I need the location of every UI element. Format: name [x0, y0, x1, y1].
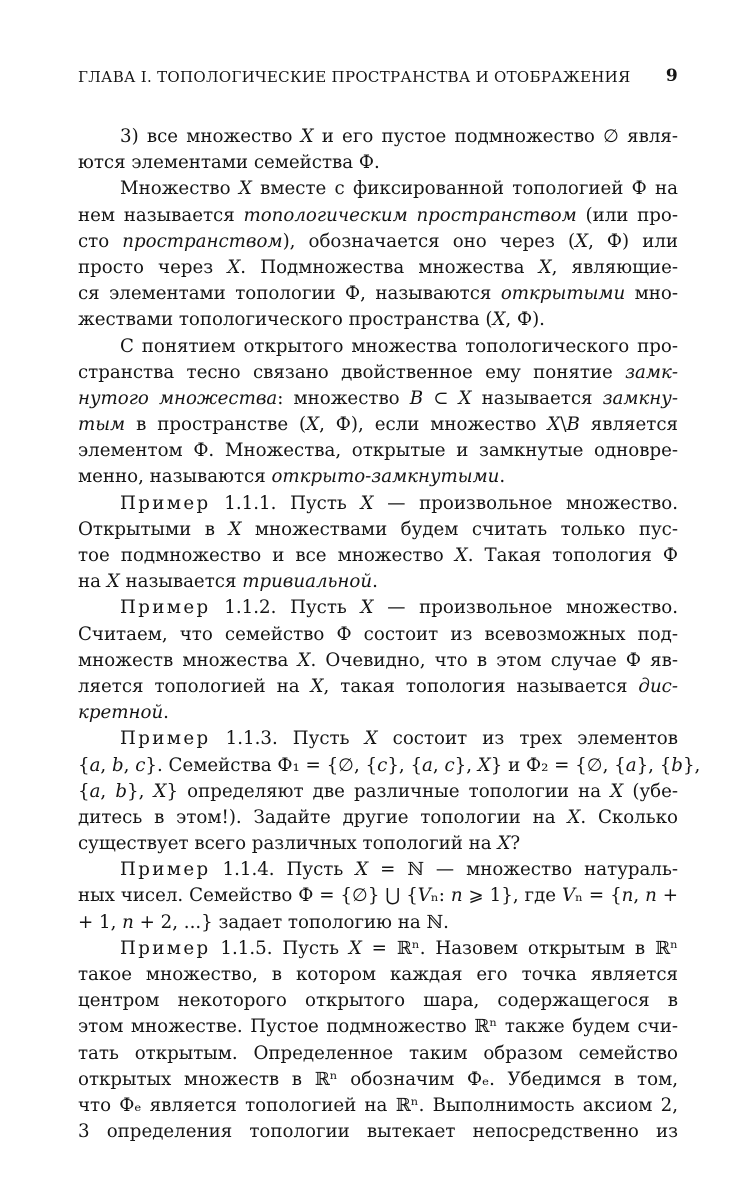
text-run: , такая топология называется	[323, 675, 639, 697]
text-run: . Сколько	[580, 806, 678, 828]
text-run: называется	[471, 387, 603, 409]
running-header	[78, 68, 678, 90]
text-run: 1.1.5. Пусть	[210, 937, 349, 959]
italic-term: X	[567, 806, 581, 828]
text-run: },	[454, 754, 478, 776]
text-line	[78, 622, 678, 648]
italic-term: X	[364, 728, 378, 750]
text-line	[78, 543, 678, 569]
text-run: }, {	[387, 754, 423, 776]
text-run: Множество	[120, 178, 239, 200]
italic-term: X	[575, 230, 589, 252]
text-run: ₙ = {	[575, 885, 622, 907]
text-run: +	[656, 885, 678, 907]
text-run: 1.1.2. Пусть	[210, 597, 361, 619]
italic-term: X	[477, 754, 491, 776]
italic-term: V	[561, 885, 576, 907]
text-run: . Подмножества множества	[240, 256, 539, 278]
text-line	[78, 281, 678, 307]
italic-term: n	[645, 885, 657, 907]
text-run: на	[78, 571, 107, 593]
text-run: множеств множества	[78, 649, 298, 671]
text-run: тое подмножество и все множество	[78, 545, 455, 566]
text-run: элементом Ф. Множества, открытые и замкнутые одновре-	[78, 440, 678, 462]
italic-term: замк-	[625, 361, 678, 383]
italic-term: V	[417, 885, 431, 907]
italic-term: a	[625, 754, 637, 776]
text-line	[78, 334, 678, 360]
text-run: (убе-	[623, 780, 678, 802]
text-run: такое множество, в котором каждая его точка является	[78, 964, 678, 985]
text-run: : множество	[277, 387, 410, 409]
text-run: ,	[432, 754, 445, 776]
italic-term: топологическим пространством	[243, 204, 577, 226]
text-run: вместе с фиксированной топологией Ф на	[251, 178, 678, 200]
text-run: .	[499, 466, 506, 488]
text-run: , являющие-	[551, 256, 679, 278]
italic-term: X	[360, 492, 374, 514]
italic-term: X	[458, 387, 472, 409]
text-run: что Фₑ является топологией на ℝⁿ. Выполнимость аксиом 2,	[78, 1094, 678, 1116]
text-run: .	[372, 571, 378, 593]
italic-term: кретной	[78, 702, 164, 724]
text-run: {	[78, 780, 90, 802]
italic-term: X	[348, 937, 362, 959]
italic-term: X	[610, 780, 624, 802]
text-line	[78, 1014, 678, 1040]
text-line	[78, 1067, 678, 1093]
text-run: , Ф), если множество	[319, 414, 548, 436]
example-label: Пример	[120, 597, 211, 619]
text-run: этом множестве. Пустое подмножество ℝⁿ также будем счи-	[78, 1016, 678, 1038]
text-line	[78, 726, 678, 752]
italic-term: B	[409, 387, 424, 409]
italic-term: b	[115, 780, 128, 802]
text-line	[78, 857, 678, 883]
text-run: ,	[100, 780, 116, 802]
text-run: — произвольное множество.	[373, 492, 678, 514]
text-run: }, {	[636, 754, 672, 776]
text-run: является	[579, 414, 679, 436]
text-line	[78, 831, 678, 857]
page-number: 9	[665, 66, 678, 86]
italic-term: открыто-замкнутыми	[271, 466, 500, 488]
text-run: }. Семейства Ф₁ = {∅, {	[145, 754, 378, 776]
text-line	[78, 569, 678, 595]
italic-term: нутого множества	[78, 387, 278, 409]
text-run: странства тесно связано двойственное ему понятие	[78, 361, 626, 383]
text-run: ных чисел. Семейство Ф = {∅} ⋃ {	[78, 885, 418, 907]
text-line	[78, 753, 701, 779]
text-run: открытых множеств в ℝⁿ обозначим Фₑ. Убедимся в том,	[78, 1068, 678, 1090]
italic-term: X	[106, 571, 120, 593]
text-line	[78, 910, 678, 936]
text-run: ⊂	[423, 387, 459, 409]
text-run: + 1,	[78, 911, 123, 933]
text-line	[78, 805, 678, 831]
example-label: Пример	[120, 492, 211, 514]
italic-term: c	[135, 754, 146, 776]
italic-term: X	[228, 518, 242, 540]
text-run: },	[127, 780, 154, 802]
text-run: сто	[78, 230, 123, 252]
italic-term: n	[621, 885, 634, 907]
text-run: ,	[100, 754, 112, 776]
italic-term: a	[89, 754, 101, 776]
text-run: Открытыми в	[78, 518, 229, 540]
italic-term: X	[538, 256, 552, 278]
text-line	[78, 150, 678, 176]
text-run: жествами топологического пространства (	[78, 309, 493, 331]
italic-term: a	[89, 780, 101, 802]
text-line	[78, 491, 678, 517]
text-line	[78, 595, 678, 621]
text-run: = ℕ — множество натураль-	[368, 859, 678, 881]
text-run: 1.1.3. Пусть	[210, 728, 365, 750]
text-run: ,	[633, 885, 646, 907]
italic-term: X	[297, 649, 311, 671]
text-line	[78, 360, 678, 386]
text-run: ся элементами топологии Ф, называются	[78, 283, 501, 305]
text-run: С понятием открытого множества топологического про-	[120, 335, 678, 357]
text-run: . Такая топология Ф	[467, 545, 679, 566]
italic-term: тым	[78, 414, 126, 436]
italic-term: a	[422, 754, 433, 776]
text-line	[78, 936, 678, 962]
text-run: 3 определения топологии вытекает непосредственно из	[78, 1121, 678, 1143]
text-run: 1.1.4. Пусть	[210, 859, 356, 881]
italic-term: X	[355, 859, 369, 881]
text-run: дитесь в этом!). Задайте другие топологии на	[78, 806, 568, 828]
text-line	[78, 648, 678, 674]
italic-term: X	[300, 126, 314, 147]
italic-term: n	[122, 911, 134, 933]
text-run: + 2, ...} задает топологию на ℕ.	[133, 911, 449, 933]
text-line	[78, 1119, 678, 1145]
text-run: } определяют две различные топологии на	[166, 780, 611, 802]
text-run: менно, называются	[78, 466, 272, 488]
text-line	[78, 229, 678, 255]
text-run: ⩾ 1}, где	[462, 885, 562, 907]
text-run: называется	[119, 571, 243, 593]
text-line	[78, 779, 678, 805]
italic-term: B	[566, 414, 580, 436]
italic-term: открытыми	[500, 283, 626, 305]
text-run: 1.1.1. Пусть	[210, 492, 361, 514]
italic-term: тривиальной	[242, 571, 373, 593]
italic-term: замкну-	[602, 387, 678, 409]
text-line	[78, 1093, 678, 1119]
text-run: тать открытым. Определенное таким образом семейство	[78, 1042, 678, 1064]
italic-term: дис-	[638, 675, 678, 697]
text-run: ,	[123, 754, 136, 776]
text-run: (или про-	[576, 204, 678, 226]
text-run: центром некоторого открытого шара, содержащегося в	[78, 990, 678, 1012]
italic-term: X	[306, 414, 320, 436]
text-run: существует всего различных топологий на	[78, 833, 498, 855]
italic-term: X	[492, 309, 506, 331]
text-run: мно-	[625, 283, 678, 305]
text-run: — произвольное множество.	[373, 597, 678, 619]
italic-term: X	[360, 597, 374, 619]
text-line	[78, 988, 678, 1014]
italic-term: X	[227, 256, 241, 278]
text-run: , Ф).	[505, 309, 545, 331]
text-line	[78, 962, 678, 988]
italic-term: X	[454, 545, 468, 566]
text-run: нем называется	[78, 204, 244, 226]
text-run: .	[163, 702, 169, 724]
text-run: ются элементами семейства Ф.	[78, 152, 380, 174]
example-label: Пример	[120, 728, 211, 750]
text-run: просто через	[78, 256, 228, 278]
text-run: ляется топологией на	[78, 675, 311, 697]
text-run: в пространстве (	[125, 414, 307, 436]
text-line	[78, 124, 678, 150]
text-run: множествами будем считать только пус-	[241, 518, 678, 540]
text-line	[78, 438, 678, 464]
example-label: Пример	[120, 937, 211, 959]
italic-term: X	[310, 675, 324, 697]
example-label: Пример	[120, 859, 211, 881]
text-run: Считаем, что семейство Ф состоит из всевозможных под-	[78, 623, 678, 645]
text-line	[78, 412, 678, 438]
italic-term: пространством	[122, 230, 283, 252]
text-line	[78, 255, 678, 281]
italic-term: b	[112, 754, 124, 776]
text-run: {	[78, 754, 90, 776]
text-run: ?	[510, 833, 521, 855]
text-line	[78, 1041, 678, 1067]
text-run: } и Ф₂ = {∅, {	[490, 754, 626, 776]
italic-term: c	[444, 754, 455, 776]
text-run: },	[682, 754, 701, 776]
italic-term: X	[153, 780, 167, 802]
text-run: состоит из трех элементов	[377, 728, 678, 750]
chapter-title: ГЛАВА I. ТОПОЛОГИЧЕСКИЕ ПРОСТРАНСТВА И ОТОБРАЖЕНИЯ	[78, 68, 631, 86]
text-line	[78, 464, 678, 490]
text-run: , Ф) или	[588, 230, 679, 252]
italic-term: X	[547, 414, 561, 436]
text-run: \	[560, 414, 567, 436]
italic-term: b	[671, 754, 683, 776]
text-run: 3) все множество	[120, 126, 301, 147]
text-line	[78, 674, 678, 700]
text-line	[78, 700, 678, 726]
italic-term: c	[377, 754, 388, 776]
text-run: . Очевидно, что в этом случае Ф яв-	[310, 649, 678, 671]
text-line	[78, 307, 678, 333]
text-run: = ℝⁿ. Назовем открытым в ℝⁿ	[361, 937, 678, 959]
text-line	[78, 176, 678, 202]
italic-term: n	[450, 885, 463, 907]
text-line	[78, 883, 678, 909]
italic-term: X	[497, 833, 511, 855]
text-run: ), обозначается оно через (	[282, 230, 576, 252]
text-run: ₙ:	[430, 885, 451, 907]
page-body-text	[78, 124, 701, 1145]
text-line	[78, 386, 678, 412]
italic-term: X	[238, 178, 252, 200]
text-run: и его пустое подмножество ∅ явля-	[313, 126, 678, 147]
text-line	[78, 517, 678, 543]
text-line	[78, 203, 678, 229]
